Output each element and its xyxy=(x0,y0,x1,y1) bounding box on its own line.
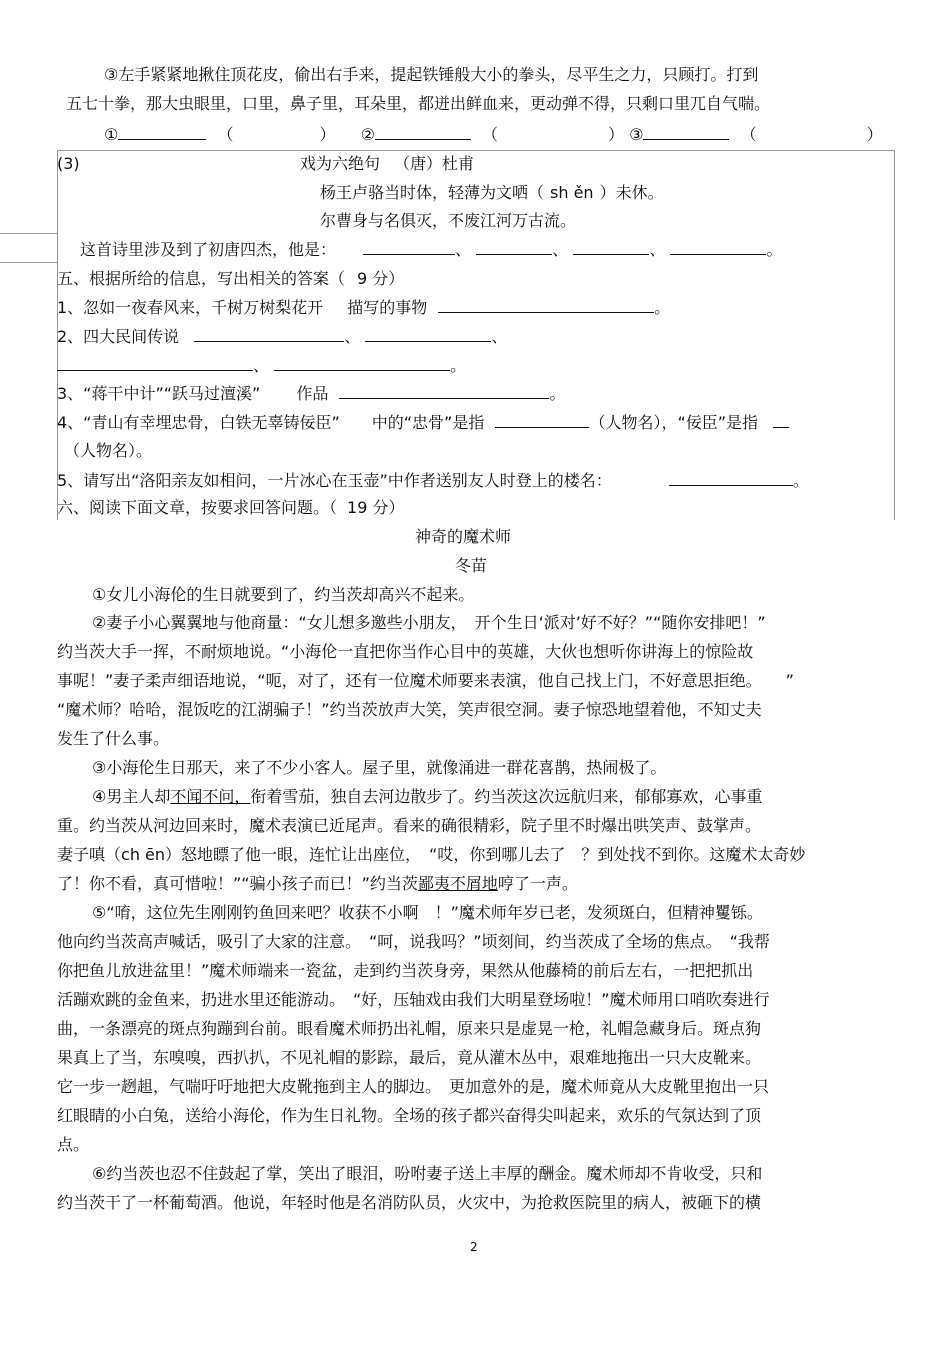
paragraph-line: 活蹦欢跳的金鱼来，扔进水里还能游动。 “好，压轴戏由我们大明星登场啦！”魔术师用口哨吹奏进行 xyxy=(57,990,770,1009)
answer-blanks-row: ① （ ） ② （ ） ③ （ ） xyxy=(104,125,883,144)
answer-blank[interactable] xyxy=(363,238,455,255)
answer-blank[interactable] xyxy=(274,354,450,371)
section-heading: 六、阅读下面文章，按要求回答问题。（ 19 分） xyxy=(57,498,405,517)
answer-blank[interactable] xyxy=(365,325,491,342)
paragraph-1: ①女儿小海伦的生日就要到了，约当茨却高兴不起来。 xyxy=(92,585,475,604)
paragraph-line: 约当茨大手一挥，不耐烦地说。“小海伦一直把你当作心目中的英雄，大伙也想听你讲海上的惊险故 xyxy=(57,642,754,661)
paragraph-line: 曲，一条漂亮的斑点狗蹦到台前。眼看魔术师扔出礼帽，原来只是虚晃一枪，礼帽急藏身后。斑点狗 xyxy=(57,1019,762,1038)
poem-line: 杨王卢骆当时体，轻薄为文哂（ sh ěn ）未休。 xyxy=(320,183,664,202)
answer-blank[interactable] xyxy=(670,238,766,255)
margin-line xyxy=(0,262,57,263)
answer-blank[interactable] xyxy=(194,325,344,342)
poem-question: 这首诗里涉及到了初唐四杰，他是： 、 、 、 。 xyxy=(80,240,783,259)
paragraph-line: 重。约当茨从河边回来时，魔术表演已近尾声。看来的确很精彩，院子里不时爆出哄笑声、鼓掌声。 xyxy=(57,816,762,835)
paragraph-3: ③小海伦生日那天，来了不少小客人。屋子里，就像涌进一群花喜鹊，热闹极了。 xyxy=(92,758,667,777)
excerpt-line: ③左手紧紧地揪住顶花皮，偷出右手来，提起铁锤般大小的拳头，尽平生之力，只顾打。打到 xyxy=(104,65,759,84)
answer-blank[interactable] xyxy=(773,411,789,428)
paragraph-line: 果真上了当，东嗅嗅，西扒扒，不见礼帽的影踪，最后，竟从灌木丛中，艰难地拖出一只大皮靴来。 xyxy=(57,1048,762,1067)
section-heading: 五、根据所给的信息，写出相关的答案（ 9 分） xyxy=(57,269,405,288)
paragraph-line: 约当茨干了一杯葡萄酒。他说，年轻时他是名消防队员，火灾中，为抢救医院里的病人，被砸下的横 xyxy=(57,1193,762,1212)
paragraph-line: 点。 xyxy=(57,1135,90,1154)
page-number: 2 xyxy=(470,1240,478,1254)
question-5: 5、请写出“洛阳亲友如相问，一片冰心在玉壶”中作者送别友人时登上的楼名： 。 xyxy=(57,471,809,490)
answer-blank[interactable] xyxy=(495,411,589,428)
answer-blank[interactable] xyxy=(57,354,253,371)
question-3: 3、“蒋干中计”“跃马过澶溪” 作品 。 xyxy=(57,384,566,403)
answer-blank[interactable] xyxy=(339,382,549,399)
paragraph-5: ⑤“唷，这位先生刚刚钓鱼回来吧？收获不小啊 ！”魔术师年岁已老，发须斑白，但精神矍铄。 xyxy=(92,903,763,922)
paragraph-6: ⑥约当茨也忍不住鼓起了掌，笑出了眼泪，吩咐妻子送上丰厚的酬金。魔术师却不肯收受，只和 xyxy=(92,1164,763,1183)
frame-right-line xyxy=(894,150,895,520)
paragraph-line: 红眼睛的小白兔，送给小海伦，作为生日礼物。全场的孩子都兴奋得尖叫起来，欢乐的气氛达到了顶 xyxy=(57,1106,762,1125)
margin-line xyxy=(0,233,57,234)
answer-blank[interactable] xyxy=(476,238,552,255)
answer-blank[interactable] xyxy=(669,469,793,486)
question-4-cont: （人物名）。 xyxy=(64,441,153,460)
article-title: 神奇的魔术师 xyxy=(415,527,512,546)
underlined-phrase: 不闻不问， xyxy=(170,787,251,806)
answer-blank[interactable] xyxy=(643,123,729,140)
question-2: 2、四大民间传说 、 、 xyxy=(57,327,508,346)
poem-number: (3) xyxy=(57,154,80,173)
paragraph-line: 妻子嗔（ch ēn）怒地瞟了他一眼，连忙让出座位， “哎，你到哪儿去了 ？到处找不到你。这魔术太奇妙 xyxy=(57,845,806,864)
paragraph-line: 发生了什么事。 xyxy=(57,729,170,748)
answer-blank[interactable] xyxy=(438,296,654,313)
excerpt-line: 五七十拳，那大虫眼里，口里，鼻子里，耳朵里，都迸出鲜血来，更动弹不得，只剩口里兀自气喘。 xyxy=(66,94,771,113)
frame-top-line xyxy=(57,150,895,151)
poem-line: 尔曹身与名俱灭，不废江河万古流。 xyxy=(320,211,577,230)
question-4: 4、“青山有幸埋忠骨，白铁无辜铸佞臣” 中的“忠骨”是指 （人物名），“佞臣”是指 xyxy=(57,411,789,434)
paragraph-line: 了！你不看，真可惜啦！”“骗小孩子而已！”约当茨鄙夷不屑地哼了一声。 xyxy=(57,874,578,893)
paragraph-2: ②妻子小心翼翼地与他商量：“女儿想多邀些小朋友， 开个生日‘派对’好不好？”“随你安排吧！” xyxy=(92,613,766,632)
paragraph-line: 它一步一趔趄，气喘吁吁地把大皮靴拖到主人的脚边。 更加意外的是，魔术师竟从大皮靴里抱出一只 xyxy=(57,1077,770,1096)
paragraph-line: 事呢！”妻子柔声细语地说，“呃，对了，还有一位魔术师要来表演，他自己找上门，不好意思拒绝。 ” xyxy=(57,671,794,690)
answer-blank[interactable] xyxy=(573,238,649,255)
paragraph-4: ④男主人却不闻不问，衔着雪茄，独自去河边散步了。约当茨这次远航归来，郁郁寡欢，心事重 xyxy=(92,787,763,806)
answer-blank[interactable] xyxy=(118,123,206,140)
paragraph-line: 他向约当茨高声喊话，吸引了大家的注意。 “呵，说我吗？”顷刻间，约当茨成了全场的焦点。 “我帮 xyxy=(57,932,770,951)
poem-title: 戏为六绝句 （唐）杜甫 xyxy=(300,154,475,173)
question-2-cont: 、 。 xyxy=(57,354,466,377)
paragraph-line: “魔术师？哈哈，混饭吃的江湖骗子！”约当茨放声大笑，笑声很空洞。妻子惊恐地望着他，不知丈夫 xyxy=(57,700,762,719)
underlined-phrase: 鄙夷不屑地 xyxy=(417,874,498,893)
answer-blank[interactable] xyxy=(375,123,471,140)
paragraph-line: 你把鱼儿放进盆里！”魔术师端来一瓷盆，走到约当茨身旁，果然从他藤椅的前后左右，一把把抓出 xyxy=(57,961,754,980)
question-1: 1、忽如一夜春风来，千树万树梨花开 描写的事物 。 xyxy=(57,298,671,317)
article-author: 冬苗 xyxy=(455,556,488,575)
